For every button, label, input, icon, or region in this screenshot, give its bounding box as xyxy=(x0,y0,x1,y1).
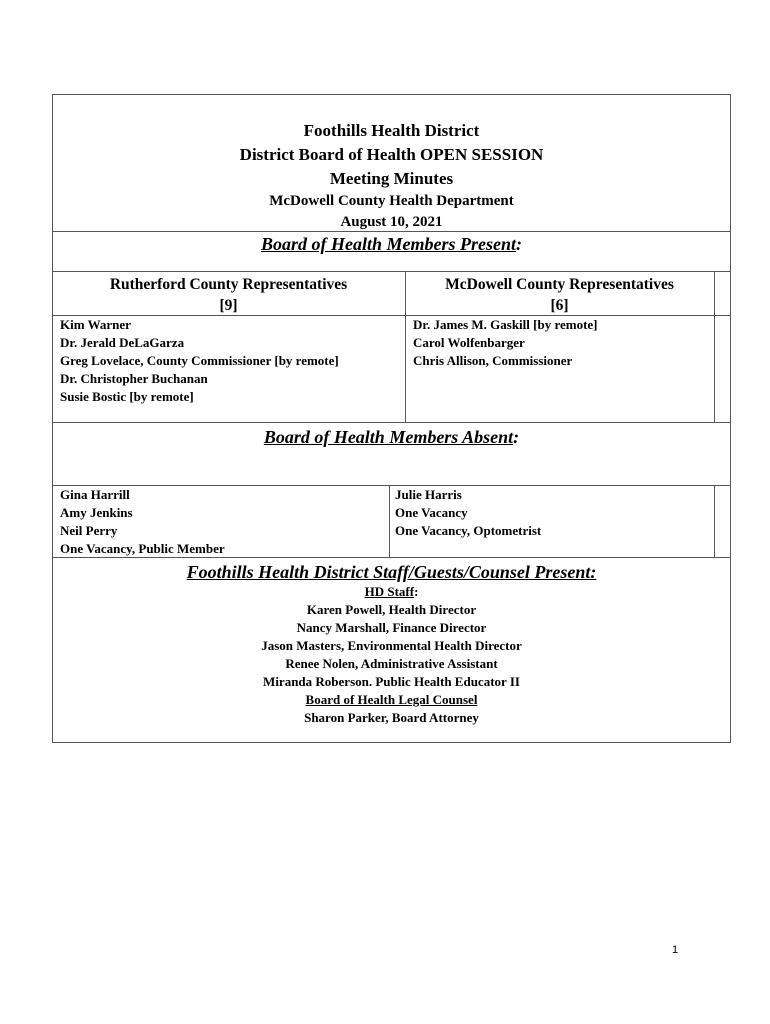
list-item: Renee Nolen, Administrative Assistant xyxy=(285,656,498,671)
staff-heading-text: Foothills Health District Staff/Guests/Counsel Present: xyxy=(186,562,597,582)
document-type: Meeting Minutes xyxy=(329,169,454,188)
absent-heading-colon: : xyxy=(513,427,520,447)
list-item: Nancy Marshall, Finance Director xyxy=(296,620,487,635)
rule-present-right-cell xyxy=(714,271,715,422)
list-item: Miranda Roberson. Public Health Educator II xyxy=(263,674,520,689)
district-name: Foothills Health District xyxy=(303,121,480,140)
list-item: Greg Lovelace, County Commissioner [by remote] xyxy=(60,353,339,368)
absent-heading-text: Board of Health Members Absent xyxy=(263,427,514,447)
legal-counsel-label-line xyxy=(52,691,731,709)
list-item: Jason Masters, Environmental Health Director xyxy=(261,638,522,653)
list-item: Dr. Christopher Buchanan xyxy=(60,371,208,386)
hd-staff-label: HD Staff xyxy=(364,584,415,599)
legal-counsel-name: Sharon Parker, Board Attorney xyxy=(304,710,479,725)
legal-counsel-label: Board of Health Legal Counsel xyxy=(305,692,478,707)
rutherford-members xyxy=(60,316,339,406)
list-item: Kim Warner xyxy=(60,317,131,332)
staff-list xyxy=(52,583,731,727)
meeting-date: August 10, 2021 xyxy=(340,214,443,230)
absent-left-members xyxy=(60,486,225,558)
absent-heading xyxy=(52,426,731,448)
staff-heading xyxy=(52,561,731,583)
list-item: Susie Bostic [by remote] xyxy=(60,389,194,404)
list-item: Dr. Jerald DeLaGarza xyxy=(60,335,185,350)
list-item: One Vacancy, Public Member xyxy=(60,541,225,556)
list-item: Julie Harris xyxy=(395,487,462,502)
absent-right-members xyxy=(395,486,541,540)
hd-staff-colon: : xyxy=(414,584,419,599)
meeting-location: McDowell County Health Department xyxy=(269,193,514,209)
list-item: Karen Powell, Health Director xyxy=(306,602,477,617)
rutherford-title: Rutherford County Representatives xyxy=(109,276,348,293)
rutherford-count: [9] xyxy=(219,297,238,314)
hd-staff-label-line xyxy=(52,583,731,601)
mcdowell-header xyxy=(405,274,714,316)
page-number: 1 xyxy=(672,944,679,956)
board-session-title: District Board of Health OPEN SESSION xyxy=(239,145,544,164)
list-item: Dr. James M. Gaskill [by remote] xyxy=(413,317,598,332)
list-item: Chris Allison, Commissioner xyxy=(413,353,573,368)
list-item: Neil Perry xyxy=(60,523,118,538)
rutherford-header xyxy=(52,274,405,316)
rule-present-heading-bottom xyxy=(52,271,731,272)
mcdowell-members xyxy=(413,316,598,370)
present-heading-text: Board of Health Members Present xyxy=(261,234,516,254)
list-item: Carol Wolfenbarger xyxy=(413,335,525,350)
list-item: One Vacancy, Optometrist xyxy=(395,523,542,538)
mcdowell-count: [6] xyxy=(550,297,569,314)
present-heading xyxy=(52,233,731,255)
list-item: One Vacancy xyxy=(395,505,468,520)
mcdowell-title: McDowell County Representatives xyxy=(445,276,674,293)
rule-absent-right-cell xyxy=(714,485,715,557)
present-heading-colon: : xyxy=(516,234,522,254)
document-header xyxy=(52,119,731,233)
rule-present-bottom xyxy=(52,422,731,423)
list-item: Gina Harrill xyxy=(60,487,130,502)
list-item: Amy Jenkins xyxy=(60,505,133,520)
rule-absent-divider xyxy=(389,485,390,557)
